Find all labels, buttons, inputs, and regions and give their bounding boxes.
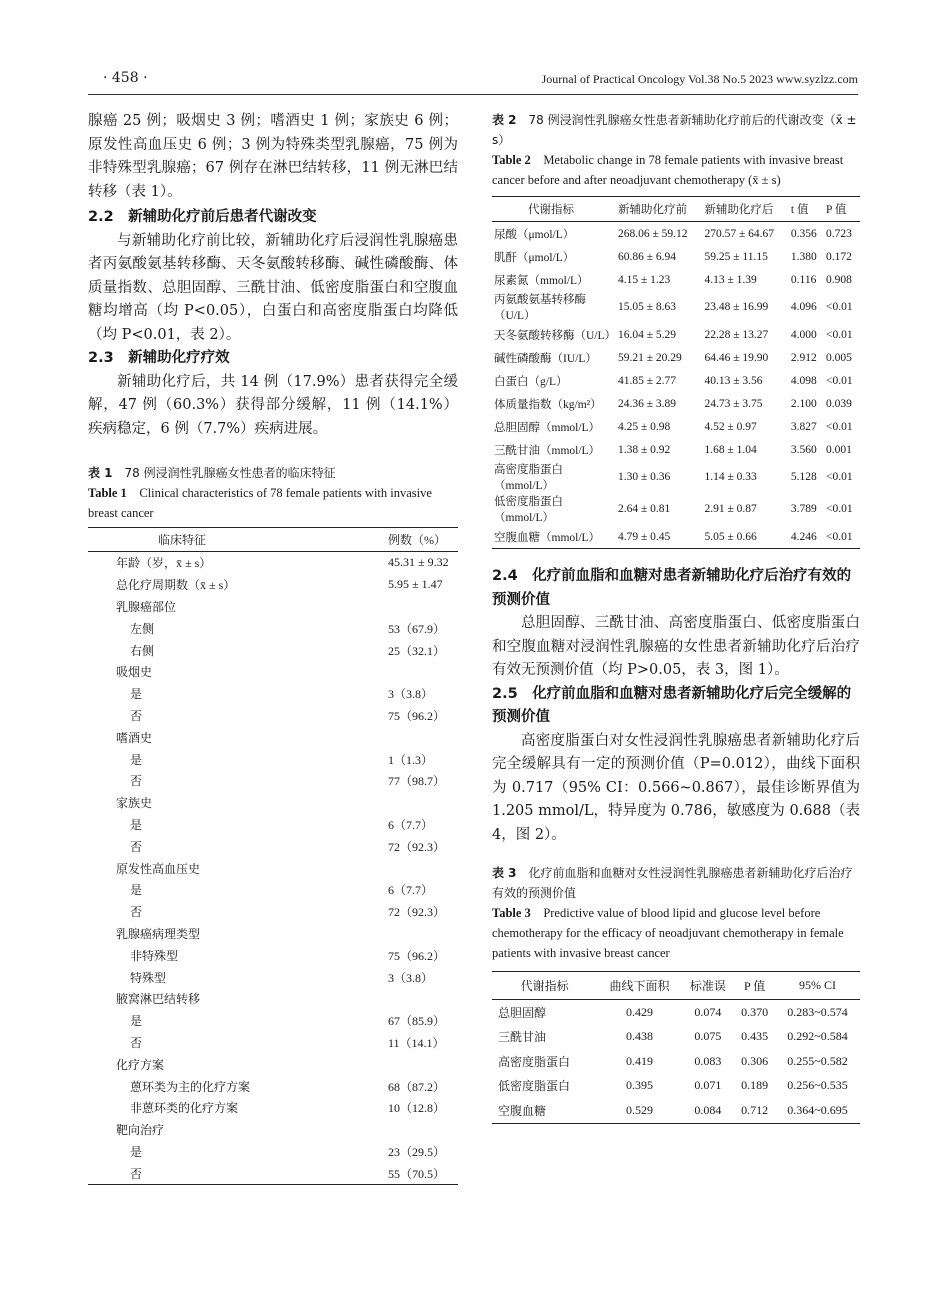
table1-feature-cell: 是 [130,1014,143,1029]
table2-cell: 23.48 ± 16.99 [704,301,769,313]
table2-cell: 4.15 ± 1.23 [618,273,671,286]
table2-cell: 肌酐（μmol/L） [494,251,575,264]
table3-header-cell: 95% CI [775,972,860,1000]
table2-cell: 24.73 ± 3.75 [704,397,763,410]
table2-row [492,222,860,246]
table2-cell: 1.14 ± 0.33 [704,471,757,483]
table1-row [88,1119,458,1141]
table1-row [88,1162,458,1184]
table1-row [88,770,458,792]
table1-feature-cell: 化疗方案 [116,1057,165,1072]
table1-count-cell: 75（96.2） [388,948,446,963]
table3-cell: 0.529 [597,1098,681,1123]
table3-label-en: Table 3 [492,906,531,920]
table2-cell: 1.380 [790,250,817,263]
table1-row [88,835,458,857]
table1-row [88,574,458,596]
table3-cell: 0.075 [694,1029,722,1044]
table3-cell: 总胆固醇 [498,1005,547,1020]
table3-cell: 0.189 [741,1078,769,1093]
table2-cell: 总胆固醇（mmol/L） [494,421,601,434]
table1-header-feature: 临床特征 [88,528,388,552]
table1-feature-cell: 家族史 [116,796,153,811]
paragraph-2-3: 新辅助化疗后，共 14 例（17.9%）患者获得完全缓解，47 例（60.3%）获得部分缓解，11 例（14.1%）疾病稳定，6 例（7.7%）疾病进展。 [88,373,458,437]
paragraph-2-4: 总胆固醇、三酰甘油、高密度脂蛋白、低密度脂蛋白和空腹血糖对浸润性乳腺癌的女性患者新辅助化疗后治疗有效无预测价值（均 P>0.05，表 3，图 1）。 [492,615,860,678]
table2-row [492,525,860,549]
table2-cell: 41.85 ± 2.77 [618,374,677,387]
table1-count-cell: 45.31 ± 9.32 [388,555,449,570]
table3-cell: 0.438 [625,1029,653,1044]
table1-count-cell: 75（96.2） [388,708,446,723]
table2-cell: 3.560 [790,443,817,456]
table3-cell: 0.395 [625,1078,653,1093]
table2 [492,196,860,549]
table1-count-cell: 11（14.1） [388,1035,445,1050]
table2-row [492,392,860,415]
table2-cell: 2.912 [790,351,817,364]
table1-count-cell: 1（1.3） [388,752,434,767]
page-number: · 458 · [103,70,148,86]
table1-count-cell: 72（92.3） [388,839,446,854]
table1-count-cell [388,857,458,879]
table1-row [88,617,458,639]
table3-cell: 0.712 [734,1098,775,1123]
table3-row [492,1025,860,1050]
table2-cell: 0.005 [825,351,852,364]
table3-cell: 0.255~0.582 [787,1053,848,1068]
header-rule [88,94,858,95]
table1-feature-cell: 否 [130,905,143,920]
paragraph-intro: 腺癌 25 例；吸烟史 3 例；嗜酒史 1 例；家族史 6 例；原发性高血压史 6 例；3 例为特殊类型乳腺癌，75 例为非特殊型乳腺癌；67 例存在淋巴结转移，11 例无淋巴结转移（表 1）。 [88,113,458,200]
table1-label-cn: 表 1 [88,466,113,480]
table2-cell: 1.38 ± 0.92 [618,443,671,456]
table2-cell: 低密度脂蛋白（mmol/L） [494,496,563,524]
table1-feature-cell: 否 [88,1162,388,1184]
table1-row [88,944,458,966]
table2-cell: 白蛋白（g/L） [494,375,568,388]
table2-cell: 高密度脂蛋白（mmol/L） [494,464,563,492]
table1-row [88,923,458,945]
table2-cell: 4.52 ± 0.97 [704,420,757,433]
right-column [492,110,860,1124]
table2-header-cell: P 值 [824,197,860,222]
table2-cell: 空腹血糖（mmol/L） [492,525,616,549]
table3-cell: 0.074 [694,1004,722,1019]
left-column [88,110,458,1185]
table1-feature-cell: 是 [130,752,143,767]
table2-cell: 4.13 ± 1.39 [704,273,757,286]
table3-cell: 高密度脂蛋白 [498,1054,571,1069]
table2-header-cell: t 值 [789,197,824,222]
table1-row [88,1097,458,1119]
table2-cell: 3.827 [790,420,817,433]
table2-label-en: Table 2 [492,153,531,167]
table2-cell: 5.128 [790,471,817,483]
table1-count-cell [388,1053,458,1075]
table3-cell: 0.283~0.574 [787,1004,848,1019]
table2-cell: 59.21 ± 20.29 [618,351,682,364]
table3-cell: 0.071 [694,1078,722,1093]
table2-cell: 2.91 ± 0.87 [704,503,757,515]
table2-row [492,323,860,346]
table3-cell: 空腹血糖 [492,1098,597,1123]
table3-row [492,1049,860,1074]
table1-caption [88,463,458,523]
table3-cell: 0.084 [682,1098,735,1123]
table1-feature-cell: 右侧 [130,643,155,658]
table2-row [492,268,860,291]
table3-header-cell: P 值 [734,972,775,1000]
table2-cell: <0.01 [825,503,853,515]
table1-row [88,814,458,836]
table2-cell: 碱性磷酸酶（IU/L） [494,352,597,365]
table1-feature-cell: 乳腺癌部位 [116,599,177,614]
table1-row [88,901,458,923]
table1-row [88,1032,458,1054]
table3-cell: 0.083 [694,1053,722,1068]
table1-row [88,1053,458,1075]
table1-row [88,748,458,770]
table2-cell: 0.001 [825,443,852,456]
table1-row [88,661,458,683]
table2-cell: 4.000 [790,328,817,341]
table3-cell: 三酰甘油 [498,1030,547,1045]
table1-feature-cell: 总化疗周期数（x̄ ± s） [116,578,236,593]
table1-feature-cell: 年龄（岁，x̄ ± s） [116,556,212,571]
table1-count-cell: 53（67.9） [388,621,446,636]
table1-count-cell [388,923,458,945]
journal-header: Journal of Practical Oncology Vol.38 No.5 2023 www.syzlzz.com [541,72,858,86]
table2-cell: 4.246 [789,525,824,549]
table2-header-cell: 新辅助化疗前 [616,197,702,222]
table1-count-cell: 72（92.3） [388,905,446,920]
table1-count-cell [388,596,458,618]
table1-feature-cell: 是 [130,817,143,832]
table2-header-cell: 代谢指标 [492,197,616,222]
table3-cell: 0.306 [741,1053,769,1068]
table2-cell: 1.68 ± 1.04 [704,443,757,456]
table1-feature-cell: 左侧 [130,621,155,636]
table1-feature-cell: 非特殊型 [130,948,179,963]
table3-header-cell: 代谢指标 [492,972,597,1000]
table3-cell: 0.292~0.584 [787,1029,848,1044]
table2-cell: 0.116 [790,273,817,286]
table2-cell: 59.25 ± 11.15 [704,250,768,263]
table1-count-cell: 77（98.7） [388,774,446,789]
table2-cell: 天冬氨酸转移酶（U/L） [494,329,617,342]
table3-cell: 0.429 [625,1004,653,1019]
table1-count-cell: 10（12.8） [388,1101,446,1116]
section-2-5-heading: 2.5 化疗前血脂和血糖对患者新辅助化疗后完全缓解的预测价值 [492,685,852,725]
table2-cell: 4.098 [790,374,817,387]
table1-row [88,988,458,1010]
table2-cell: <0.01 [825,471,853,483]
table2-cell: 268.06 ± 59.12 [618,227,688,240]
table2-cell: 270.57 ± 64.67 [704,227,774,240]
table2-cell: <0.01 [825,301,853,313]
table2-cell: <0.01 [825,328,853,341]
table2-cell: 60.86 ± 6.94 [618,250,677,263]
table1-row [88,705,458,727]
table2-row [492,461,860,493]
table1-row [88,792,458,814]
table2-cell: 22.28 ± 13.27 [704,328,769,341]
table3 [492,971,860,1124]
table1-label-en: Table 1 [88,486,127,500]
table2-row [492,438,860,461]
table3-cell: 0.435 [741,1029,769,1044]
table2-cell: 1.30 ± 0.36 [618,471,671,483]
table1-feature-cell: 特殊型 [130,970,167,985]
table2-cell: 0.723 [825,227,852,240]
table1-row [88,966,458,988]
table1-row [88,1010,458,1032]
table2-cell: 4.096 [790,301,817,313]
table1-feature-cell: 乳腺癌病理类型 [116,926,201,941]
table3-caption [492,863,860,963]
table1-title-en: Clinical characteristics of 78 female patients with invasive breast cancer [88,486,432,520]
table1-count-cell: 68（87.2） [388,1079,446,1094]
table2-row [492,415,860,438]
table1-count-cell: 55（70.5） [388,1162,458,1184]
table1-count-cell [388,726,458,748]
table2-row [492,346,860,369]
table3-row [492,1074,860,1099]
section-2-3-heading: 2.3 新辅助化疗疗效 [88,350,230,366]
table3-cell: 0.419 [625,1053,653,1068]
table2-cell: 尿酸（μmol/L） [494,228,575,241]
table1-feature-cell: 嗜酒史 [116,730,153,745]
table2-cell: 三酰甘油（mmol/L） [494,444,601,457]
table2-cell: 3.789 [790,503,817,515]
table2-title-en: Metabolic change in 78 female patients with invasive breast cancer before and after neoadjuvant chemotherapy (x̄ ± s) [492,153,844,187]
table1-count-cell: 25（32.1） [388,643,446,658]
table1-feature-cell: 非蒽环类的化疗方案 [130,1101,239,1116]
table2-cell: 0.039 [825,397,852,410]
table1-count-cell [388,661,458,683]
table1-feature-cell: 否 [130,708,143,723]
table3-header-cell: 曲线下面积 [597,972,681,1000]
table2-cell: 0.172 [825,250,852,263]
table2-cell: 15.05 ± 8.63 [618,301,677,313]
table2-row [492,369,860,392]
table2-cell: 5.05 ± 0.66 [702,525,788,549]
table3-header-cell: 标准误 [682,972,735,1000]
table1-row [88,639,458,661]
table1-feature-cell: 是 [130,883,143,898]
table1-feature-cell: 否 [130,839,143,854]
table1-count-cell: 23（29.5） [388,1144,446,1159]
table1-count-cell: 3（3.8） [388,687,434,702]
paragraph-2-5: 高密度脂蛋白对女性浸润性乳腺癌患者新辅助化疗后完全缓解具有一定的预测价值（P=0.012），曲线下面积为 0.717（95% CI：0.566~0.867），最佳诊断界值为 1.205 mmol/L，特异度为 0.786，敏感度为 0.688（表 4，图 2）。 [492,732,860,843]
table1-row [88,726,458,748]
table1-count-cell: 6（7.7） [388,817,434,832]
table2-cell: 2.64 ± 0.81 [618,503,671,515]
table1-feature-cell: 吸烟史 [116,665,153,680]
table2-cell: 丙氨酸氨基转移酶（U/L） [494,294,586,322]
table1-feature-cell: 否 [130,774,143,789]
table2-title-cn: 78 例浸润性乳腺癌女性患者新辅助化疗前后的代谢改变（x̄ ± s） [492,113,857,147]
table1-row [88,596,458,618]
table3-title-en: Predictive value of blood lipid and glucose level before chemotherapy for the efficacy of neoadjuvant chemotherapy in female patients with invasive breast cancer [492,906,844,960]
table2-cell: 4.79 ± 0.45 [616,525,702,549]
table1-header-count: 例数（%） [388,528,458,552]
table3-cell: 低密度脂蛋白 [498,1079,571,1094]
table2-cell: 4.25 ± 0.98 [618,420,671,433]
table1-count-cell [388,988,458,1010]
table1-row [88,879,458,901]
table2-cell: 2.100 [790,397,817,410]
section-2-2-heading: 2.2 新辅助化疗前后患者代谢改变 [88,209,317,225]
table1-row [88,857,458,879]
table1-count-cell: 6（7.7） [388,883,434,898]
table1-row [88,552,458,574]
table2-cell: 尿素氮（mmol/L） [494,274,589,287]
table2-cell: 64.46 ± 19.90 [704,351,769,364]
table3-label-cn: 表 3 [492,866,517,880]
table2-cell: <0.01 [824,525,860,549]
table1-count-cell: 5.95 ± 1.47 [388,577,443,592]
table1-feature-cell: 原发性高血压史 [116,861,201,876]
table1-title-cn: 78 例浸润性乳腺癌女性患者的临床特征 [124,466,336,480]
table1-count-cell [388,1119,458,1141]
table1-count-cell: 67（85.9） [388,1014,446,1029]
table2-cell: 40.13 ± 3.56 [704,374,763,387]
table1 [88,527,458,1185]
section-2-4-heading: 2.4 化疗前血脂和血糖对患者新辅助化疗后治疗有效的预测价值 [492,568,852,608]
table1-feature-cell: 靶向治疗 [116,1123,165,1138]
table3-title-cn: 化疗前血脂和血糖对女性浸润性乳腺癌患者新辅助化疗后治疗有效的预测价值 [492,866,853,900]
table2-cell: 体质量指数（kg/m²） [494,398,602,411]
table3-cell: 0.370 [741,1004,769,1019]
table2-cell: <0.01 [825,374,853,387]
table1-row [88,683,458,705]
table2-row [492,493,860,525]
table1-feature-cell: 腋窝淋巴结转移 [116,992,201,1007]
table2-header-cell: 新辅助化疗后 [702,197,788,222]
table1-count-cell: 3（3.8） [388,970,434,985]
table2-cell: <0.01 [825,420,853,433]
table2-cell: 0.908 [825,273,852,286]
table2-row [492,245,860,268]
table2-cell: 0.356 [790,227,817,240]
table1-row [88,1141,458,1163]
table3-cell: 0.256~0.535 [787,1078,848,1093]
table3-row [492,1098,860,1123]
table1-row [88,1075,458,1097]
table3-cell: 0.364~0.695 [775,1098,860,1123]
table1-feature-cell: 否 [130,1035,143,1050]
table3-row [492,1000,860,1025]
table1-count-cell [388,792,458,814]
table2-label-cn: 表 2 [492,113,517,127]
table1-feature-cell: 蒽环类为主的化疗方案 [130,1079,251,1094]
table1-feature-cell: 是 [130,1144,143,1159]
table2-cell: 16.04 ± 5.29 [618,328,677,341]
table1-feature-cell: 是 [130,687,143,702]
table2-cell: 24.36 ± 3.89 [618,397,677,410]
table2-caption [492,110,860,190]
table2-row [492,291,860,323]
paragraph-2-2: 与新辅助化疗前比较，新辅助化疗后浸润性乳腺癌患者丙氨酸氨基转移酶、天冬氨酸转移酶、碱性磷酸酶、体质量指数、总胆固醇、三酰甘油、低密度脂蛋白和空腹血糖均增高（均 P<0.05），白蛋白和高密度脂蛋白均降低（均 P<0.01，表 2）。 [88,232,458,343]
